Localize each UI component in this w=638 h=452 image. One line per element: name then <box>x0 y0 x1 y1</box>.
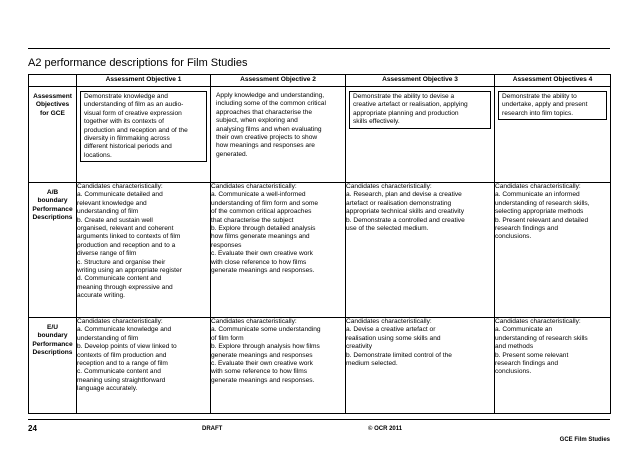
row-label-eu: E/U boundary Performance Descriptions <box>32 324 73 357</box>
table-header-row <box>29 75 611 87</box>
ab-ao2-text: Candidates characteristically: a. Communicate a well-informed understanding of film form and some of the common critical approaches that characterise the subject b. Explore through detailed analysis how films generate meanings and responses c. Evaluate their own creative work with close reference to how films generate meanings and responses. <box>211 183 346 318</box>
header-ao2: Assessment Objective 2 <box>211 75 346 87</box>
table-row <box>29 318 611 414</box>
table-row <box>29 183 611 318</box>
page-title: A2 performance descriptions for Film Studies <box>28 57 248 69</box>
row-label-cell <box>29 183 77 318</box>
footer-spec-name: GCE Film Studies <box>559 437 610 443</box>
table-cell <box>77 87 211 183</box>
objective-ao4-text: Demonstrate the ability to undertake, apply and present research into film topics. <box>498 91 607 120</box>
table-row <box>29 87 611 183</box>
eu-ao1-text: Candidates characteristically: a. Communicate knowledge and understanding of film b. Develop points of view linked to contexts of film production and reception and to a range of film c. Communicate content and meaning using straightforward language accurately. <box>77 318 211 414</box>
objective-ao2-text: Apply knowledge and understanding, including some of the common critical approaches that characterise the subject, when exploring and analysing films and when evaluating their own creative projects to show how meanings and responses are generated. <box>216 92 326 158</box>
table-cell <box>495 87 611 183</box>
footer-copyright: © OCR 2011 <box>368 426 403 432</box>
row-label-objectives: Assessment Objectives for GCE <box>33 93 72 117</box>
ab-ao3-text: Candidates characteristically: a. Research, plan and devise a creative artefact or realisation demonstrating appropriate technical skills and creativity b. Demonstrate a controlled and creative use of the selected medium. <box>346 183 495 318</box>
bottom-rule <box>28 419 610 420</box>
footer-page-number: 24 <box>28 424 37 433</box>
objective-ao3-text: Demonstrate the ability to devise a creative artefact or realisation, applying appropriate planning and production skills effectively. <box>349 91 491 129</box>
eu-ao3-text: Candidates characteristically: a. Devise a creative artefact or realisation using some skills and creativity b. Demonstrate limited control of the medium selected. <box>346 318 495 414</box>
header-corner <box>29 75 77 87</box>
objective-ao1-text: Demonstrate knowledge and understanding of film as an audio- visual form of creative expression together with its contexts of production and reception and of the diversity in filmmaking across different historical periods and locations. <box>80 91 207 162</box>
table-cell <box>346 87 495 183</box>
header-ao4: Assessment Objectives 4 <box>495 75 611 87</box>
header-ao3: Assessment Objective 3 <box>346 75 495 87</box>
row-label-cell <box>29 318 77 414</box>
eu-ao2-text: Candidates characteristically: a. Communicate some understanding of film form b. Explore through analysis how films generate meanings and responses c. Evaluate their own creative work with some reference to how films generate meanings and responses. <box>211 318 346 414</box>
eu-ao4-text: Candidates characteristically: a. Communicate an understanding of research skills and methods b. Present some relevant research findings and conclusions. <box>495 318 611 414</box>
top-rule <box>28 48 610 49</box>
table-cell <box>211 87 346 183</box>
ab-ao4-text: Candidates characteristically: a. Communicate an informed understanding of research skills, selecting appropriate methods b. Present relevant and detailed research findings and conclusions. <box>495 183 611 318</box>
footer-draft-label: DRAFT <box>202 426 223 432</box>
performance-descriptions-table <box>28 74 611 414</box>
row-label-cell <box>29 87 77 183</box>
row-label-ab: A/B boundary Performance Descriptions <box>32 189 73 222</box>
ab-ao1-text: Candidates characteristically: a. Communicate detailed and relevant knowledge and understanding of film b. Create and sustain well organised, relevant and coherent arguments linked to contexts of film production and reception and to a diverse range of film c. Structure and organise their writing using an appropriate register d. Communicate content and meaning through expressive and accurate writing. <box>77 183 211 318</box>
header-ao1: Assessment Objective 1 <box>77 75 211 87</box>
